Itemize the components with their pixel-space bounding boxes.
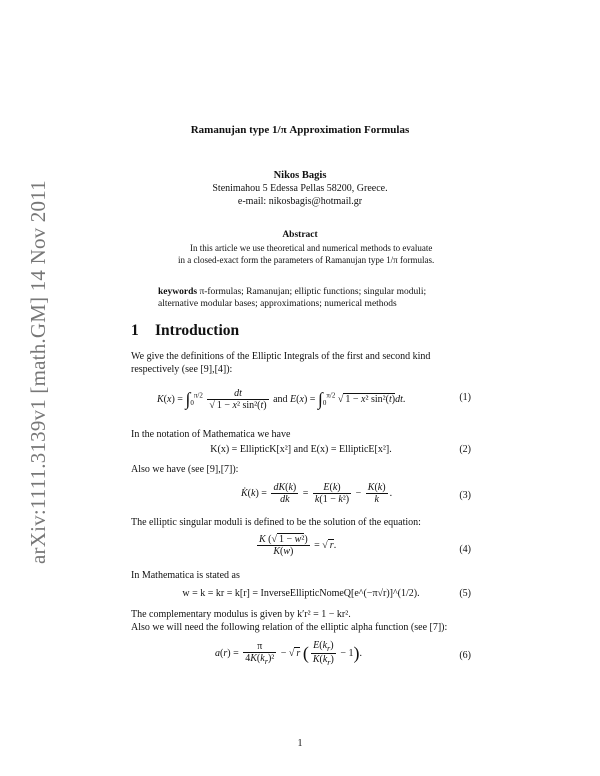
keywords (158, 286, 452, 310)
equation-2 (131, 444, 471, 455)
equation-5-number: (5) (459, 588, 471, 599)
author-name: Nikos Bagis (273, 170, 327, 181)
equation-1-number: (1) (459, 392, 471, 403)
equation-4-number: (4) (459, 544, 471, 555)
page-number: 1 (297, 738, 303, 749)
keywords-text: π-formulas; Ramanujan; elliptic functions; singular moduli; alternative modular bases; approximations; numerical methods (158, 287, 427, 309)
paragraph-2: In the notation of Mathematica we have (131, 429, 291, 440)
section-title: Introduction (155, 322, 240, 339)
author-email: e-mail: nikosbagis@hotmail.gr (237, 196, 363, 207)
arxiv-sidebar-stamp: arXiv:1111.3139v1 [math.GM] 14 Nov 2011 (26, 180, 50, 564)
paper-title: Ramanujan type 1/π Approximation Formulas (190, 124, 410, 136)
author-address: Stenimahou 5 Edessa Pellas 58200, Greece. (212, 183, 388, 194)
equation-6: a(r) = $\frac{\pi}{4K(k_r)^2}$ − √ r ( $\frac{E(k_r)}{K(k_r)}$ − 1). (6) (215, 640, 471, 667)
section-number: 1 (131, 322, 139, 339)
equation-5 (131, 588, 471, 599)
equation-6-number: (6) (459, 650, 471, 661)
paragraph-5: In Mathematica is stated as (131, 570, 240, 581)
equation-5-body: w = k = kr = k[r] = InverseEllipticNomeQ[e^(−π√r)]^(1/2). (182, 588, 420, 599)
equation-3-number: (3) (459, 490, 471, 501)
paragraph-1: We give the definitions of the Elliptic Integrals of the first and second kind respectively (see [9],[4]): (131, 351, 431, 375)
equation-2-number: (2) (459, 444, 471, 455)
paragraph-3: Also we have (see [9],[7]): (131, 464, 239, 475)
paragraph-7: Also we will need the following relation of the elliptic alpha function (see [7]): (131, 622, 448, 633)
keywords-label: keywords (158, 287, 198, 297)
paragraph-6: The complementary modulus is given by k′r² = 1 − kr². (131, 609, 351, 620)
equation-2-body: K(x) = EllipticK[x²] and E(x) = EllipticE[x²]. (210, 444, 392, 455)
equation-4: $\frac{\text{K (√ 1 − w²)}}{K(w)}$ = √ r. (4) (259, 534, 471, 557)
abstract-heading: Abstract (282, 230, 318, 240)
abstract-text: In this article we use theoretical and numerical methods to evaluate in a closed-exact form the parameters of Ramanujan type 1/π formulas. (178, 243, 435, 265)
paragraph-4: The elliptic singular moduli is defined to be the solution of the equation: (131, 517, 421, 528)
equation-1: $K(x) = \int_0^{\pi/2}$ $\frac{dt}{\text{√ 1 − x² sin²(t)}}$ and $E(x) = \int_0^{\pi/2}$ √ 1 − x² sin²(t)dt. (1) (157, 388, 471, 411)
section-heading (131, 322, 239, 340)
equation-3: K̇(k) = $\frac{dK(k)}{dk}$ = $\frac{E(k)}{\text{k(1 − k²)}}$ − $\frac{K(k)}{k}$ . (3) (241, 482, 471, 505)
